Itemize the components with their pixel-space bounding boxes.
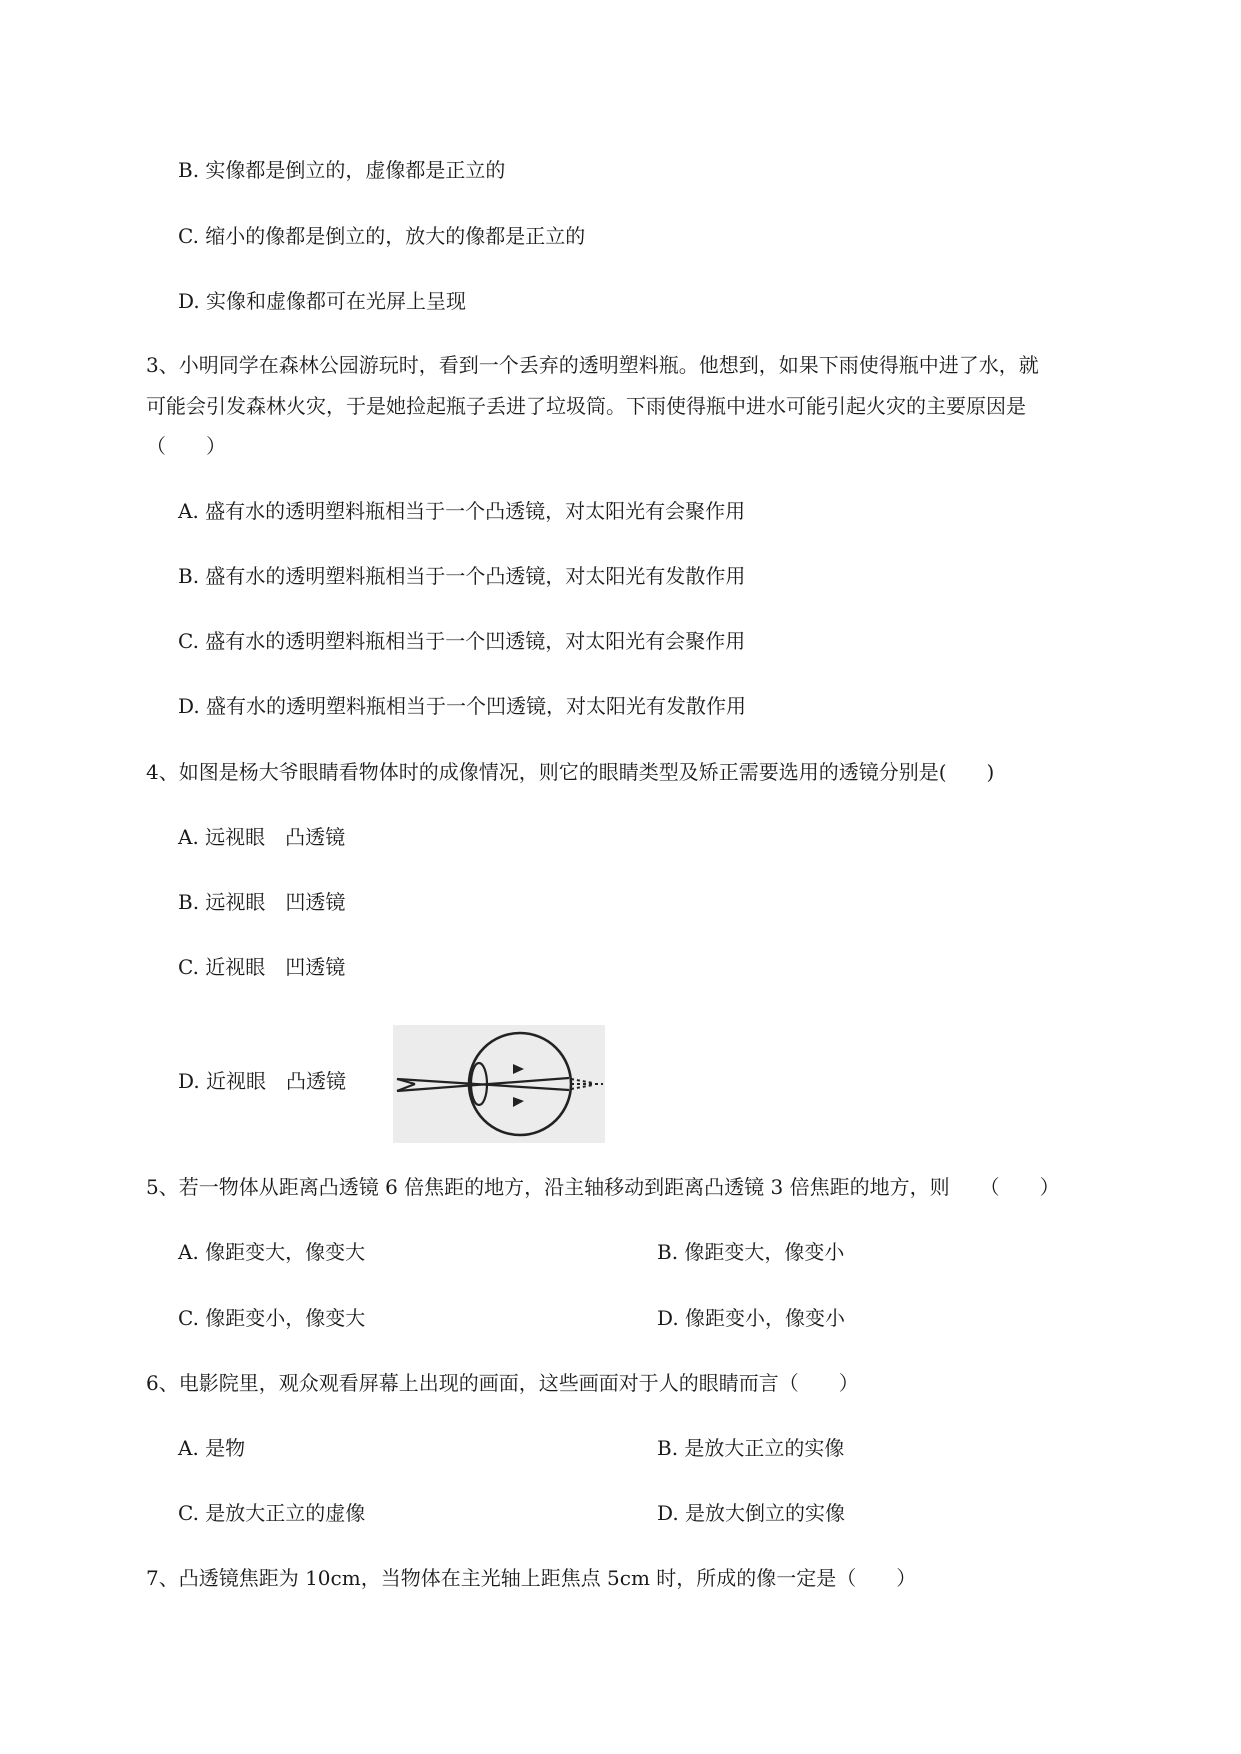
q3-option-d: D. 盛有水的透明塑料瓶相当于一个凹透镜，对太阳光有发散作用 bbox=[178, 694, 747, 718]
q3-option-b: B. 盛有水的透明塑料瓶相当于一个凸透镜，对太阳光有发散作用 bbox=[178, 564, 746, 588]
q6-option-a: A. 是物 bbox=[178, 1436, 246, 1460]
q6-option-b: B. 是放大正立的实像 bbox=[657, 1436, 845, 1460]
q4-option-b: B. 远视眼 凹透镜 bbox=[178, 890, 346, 914]
option-d-prev: D. 实像和虚像都可在光屏上呈现 bbox=[178, 289, 467, 313]
q4-option-a: A. 远视眼 凸透镜 bbox=[178, 825, 346, 849]
q3-option-a: A. 盛有水的透明塑料瓶相当于一个凸透镜，对太阳光有会聚作用 bbox=[178, 499, 746, 523]
q6-option-c: C. 是放大正立的虚像 bbox=[178, 1501, 366, 1525]
q4-option-d: D. 近视眼 凸透镜 bbox=[178, 1069, 347, 1093]
q3-stem-line3: （ ） bbox=[146, 434, 226, 458]
q5-option-b: B. 像距变大，像变小 bbox=[657, 1240, 845, 1264]
q3-stem-line1: 3、小明同学在森林公园游玩时，看到一个丢弃的透明塑料瓶。他想到，如果下雨使得瓶中进了水，就 bbox=[146, 353, 1039, 377]
q5-stem: 5、若一物体从距离凸透镜 6 倍焦距的地方，沿主轴移动到距离凸透镜 3 倍焦距的地方，则 （ ） bbox=[146, 1175, 1060, 1199]
eye-diagram bbox=[393, 1025, 605, 1143]
q5-option-a: A. 像距变大，像变大 bbox=[178, 1240, 366, 1264]
q3-stem-line2: 可能会引发森林火灾，于是她捡起瓶子丢进了垃圾筒。下雨使得瓶中进水可能引起火灾的主要原因是 bbox=[146, 394, 1026, 418]
eye-diagram-svg bbox=[393, 1025, 605, 1143]
q5-option-c: C. 像距变小，像变大 bbox=[178, 1306, 366, 1330]
q6-option-d: D. 是放大倒立的实像 bbox=[657, 1501, 846, 1525]
option-c-prev: C. 缩小的像都是倒立的，放大的像都是正立的 bbox=[178, 224, 586, 248]
q3-option-c: C. 盛有水的透明塑料瓶相当于一个凹透镜，对太阳光有会聚作用 bbox=[178, 629, 746, 653]
q4-stem: 4、如图是杨大爷眼睛看物体时的成像情况，则它的眼睛类型及矫正需要选用的透镜分别是( ) bbox=[146, 760, 995, 784]
q5-option-d: D. 像距变小，像变小 bbox=[657, 1306, 846, 1330]
option-b-prev: B. 实像都是倒立的，虚像都是正立的 bbox=[178, 158, 506, 182]
q6-stem: 6、电影院里，观众观看屏幕上出现的画面，这些画面对于人的眼睛而言（ ） bbox=[146, 1371, 859, 1395]
q7-stem: 7、凸透镜焦距为 10cm，当物体在主光轴上距焦点 5cm 时，所成的像一定是（ ） bbox=[146, 1566, 917, 1590]
q4-option-c: C. 近视眼 凹透镜 bbox=[178, 955, 346, 979]
